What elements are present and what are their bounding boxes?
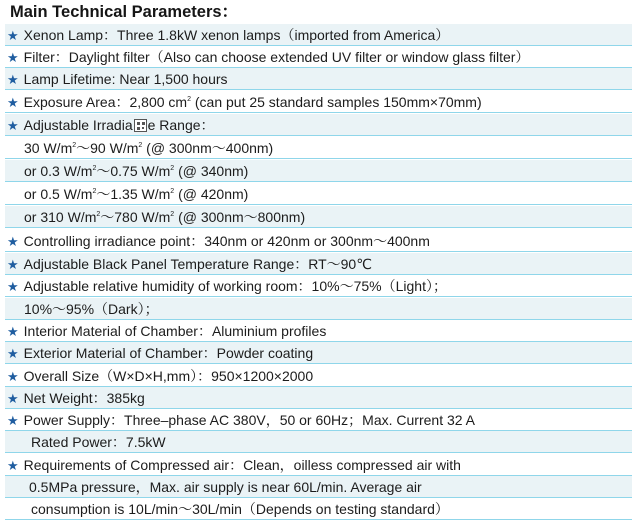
spec-text: Net Weight：385kg (23, 390, 145, 406)
star-icon: ★ (7, 234, 19, 249)
spec-text: Adjustable Irradia e Range： (23, 117, 215, 133)
star-icon: ★ (7, 50, 19, 65)
star-icon: ★ (7, 346, 19, 361)
spec-text: or 0.5 $W/m^2\sim 1.35$ $W/m^2$ (@ 420nm) (24, 186, 249, 202)
star-icon: ★ (7, 369, 19, 384)
spec-text: Rated Power：7.5kW (31, 434, 166, 450)
spec-row-compressed-air-cont (5, 476, 632, 498)
star-icon: ★ (7, 391, 19, 406)
spec-row-irradiance-value (5, 206, 632, 228)
spec-text: 30 $W/m^2\sim 90$ $W/m^2$ (@ 300nm～400nm) (24, 140, 274, 156)
star-icon: ★ (7, 413, 19, 428)
spec-row-compressed-air-cont (5, 498, 632, 520)
spec-row-humidity-dark (5, 298, 632, 320)
spec-row-humidity (5, 275, 632, 297)
spec-text: 0.5MPa pressure，Max. air supply is near 60L/min. Average air (29, 479, 422, 495)
spec-row-filter (5, 46, 632, 68)
spec-text: Filter：Daylight filter（Also can choose extended UV filter or window glass filter） (23, 49, 530, 65)
spec-row-black-panel-temp (5, 253, 632, 275)
star-icon: ★ (7, 279, 19, 294)
spec-row-irradiance-value (5, 160, 632, 182)
spec-text: Power Supply：Three–phase AC 380V，50 or 60Hz；Max. Current 32 A (23, 412, 475, 428)
spec-text: 10%～95%（Dark）； (24, 301, 159, 317)
spec-text: Adjustable relative humidity of working room：10%～75%（Light）； (23, 278, 447, 294)
spec-text: or 0.3 $W/m^2\sim 0.75$ $W/m^2$ (@ 340nm) (24, 163, 249, 179)
star-icon: ★ (7, 458, 19, 473)
spec-row-xenon-lamp (5, 24, 632, 46)
spec-row-irradiance-value (5, 183, 632, 205)
star-icon: ★ (7, 28, 19, 43)
spec-text: Exposure Area：2,800 $cm^2$ (can put 25 standard samples 150mm×70mm) (23, 94, 482, 110)
qr-code-icon (134, 119, 147, 132)
star-icon: ★ (7, 257, 19, 272)
spec-text: or 310 $W/m^2\sim 780$ $W/m^2$ (@ 300nm～800nm) (24, 209, 306, 225)
spec-text: consumption is 10L/min～30L/min（Depends on testing standard） (31, 501, 449, 517)
spec-text: Interior Material of Chamber：Aluminium profiles (23, 323, 327, 339)
spec-text: Requirements of Compressed air：Clean，oilless compressed air with (23, 457, 461, 473)
spec-text: Exterior Material of Chamber：Powder coating (23, 345, 314, 361)
spec-row-irradiance-value (5, 137, 632, 159)
spec-row-power-supply (5, 409, 632, 431)
spec-text: Overall Size（W×D×H,mm）：950×1200×2000 (23, 368, 314, 384)
spec-row-rated-power (5, 431, 632, 453)
star-icon: ★ (7, 72, 19, 87)
spec-row-compressed-air (5, 454, 632, 476)
spec-text: Adjustable Black Panel Temperature Range：RT～90℃ (23, 256, 372, 272)
spec-row-exterior-material (5, 342, 632, 364)
spec-row-net-weight (5, 387, 632, 409)
spec-text: Lamp Lifetime: Near 1,500 hours (23, 71, 228, 87)
spec-row-controlling-irradiance (5, 230, 632, 252)
spec-text: Controlling irradiance point：340nm or 420nm or 300nm～400nm (23, 233, 430, 249)
star-icon: ★ (7, 324, 19, 339)
spec-text: Xenon Lamp：Three 1.8kW xenon lamps（imported from America） (23, 27, 450, 43)
star-icon: ★ (7, 118, 19, 133)
spec-row-interior-material (5, 320, 632, 342)
page-title: Main Technical Parameters： (10, 3, 239, 21)
spec-row-lamp-lifetime (5, 68, 632, 90)
spec-row-overall-size (5, 365, 632, 387)
spec-row-exposure-area (5, 91, 632, 113)
spec-row-irradiance-range (5, 114, 632, 136)
star-icon: ★ (7, 95, 19, 110)
